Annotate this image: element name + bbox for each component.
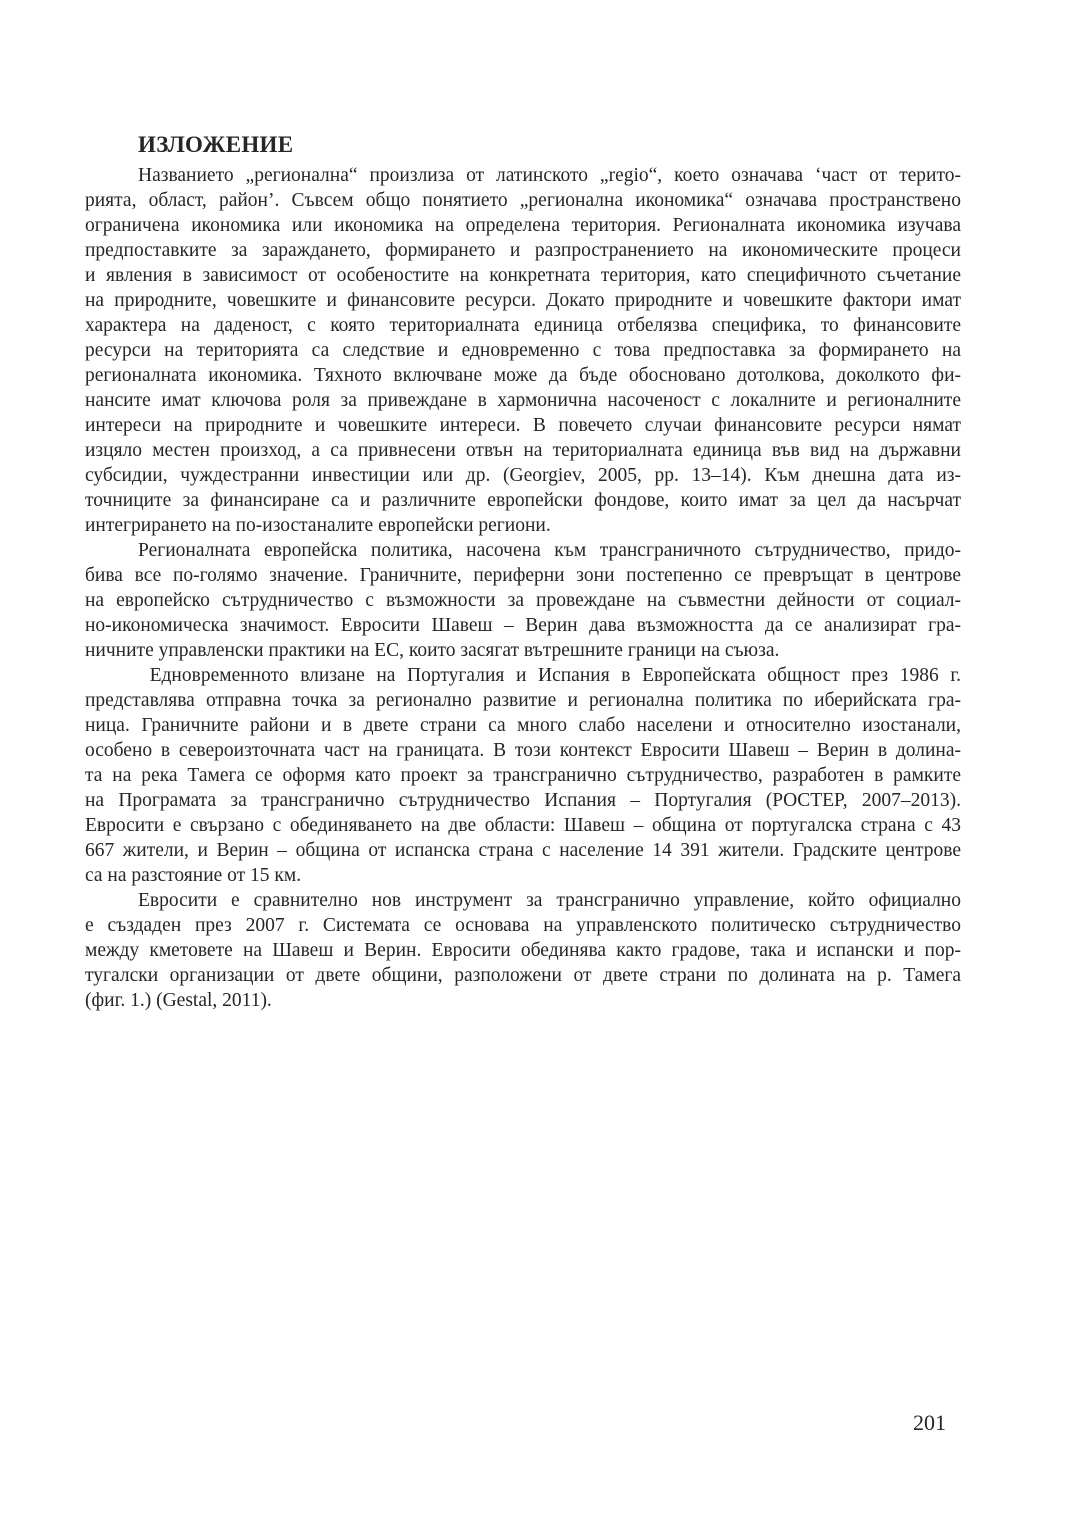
text-line: са на разстояние от 15 км. bbox=[85, 865, 302, 886]
text-line: представлява отправна точка за регионално развитие и регионална политика по иберийската гра- bbox=[85, 690, 961, 711]
page-number: 201 bbox=[913, 1410, 946, 1435]
text-line: между кметовете на Шавеш и Верин. Евросити обединява както градове, така и испански и пор- bbox=[85, 940, 961, 961]
text-line: та на река Тамега се оформя като проект за трансгранично сътрудничество, разработен в рамките bbox=[85, 765, 961, 786]
text-line: нансите имат ключова роля за привеждане в хармонична насоченост с локалните и регионалните bbox=[85, 390, 961, 411]
text-block bbox=[85, 131, 961, 1013]
text-line: ничните управленски практики на ЕС, които засягат вътрешните граници на съюза. bbox=[85, 640, 780, 661]
text-line: особено в североизточната част на границата. В този контекст Евросити Шавеш – Верин в долина- bbox=[85, 740, 961, 761]
text-line: интегрирането на по-изостаналите европейски региони. bbox=[85, 515, 551, 536]
text-line: на европейско сътрудничество с възможности за провеждане на съвместни дейности от социал- bbox=[85, 590, 961, 611]
text-line: характера на даденост, с която териториалната единица отбелязва специфика, то финансовите bbox=[85, 315, 961, 336]
text-line: субсидии, чуждестранни инвестиции или др. (Georgiev, 2005, pp. 13–14). Към днешна дата из- bbox=[85, 465, 961, 486]
text-line: Регионалната европейска политика, насочена към трансграничното сътрудничество, придо- bbox=[138, 540, 961, 561]
text-line: ресурси на територията са следствие и едновременно с това предпоставка за формирането на bbox=[85, 340, 961, 361]
text-line: интереси на природните и човешките интереси. В повечето случаи финансовите ресурси нямат bbox=[85, 415, 961, 436]
text-line: на природните, човешките и финансовите ресурси. Докато природните и човешките фактори имат bbox=[85, 290, 961, 311]
text-line: рията, област, район’. Съвсем общо понятието „регионална икономика“ означава пространствено bbox=[85, 190, 961, 211]
section-heading: ИЗЛОЖЕНИЕ bbox=[138, 132, 294, 157]
text-line: Названието „регионална“ произлиза от латинското „regio“, което означава ‘част от терито- bbox=[138, 165, 961, 186]
paragraph bbox=[85, 888, 961, 1013]
text-line: регионалната икономика. Тяхното включване може да бъде обосновано дотолкова, доколкото фи- bbox=[85, 365, 961, 386]
text-line: и явления в зависимост от особеностите на конкретната територия, като специфичното съчетание bbox=[85, 265, 961, 286]
text-line: на Програмата за трансгранично сътрудничество Испания – Португалия (POCTEP, 2007–2013). bbox=[85, 790, 961, 811]
paragraphs-container bbox=[85, 163, 961, 1013]
text-line: тугалски организации от двете общини, разположени от двете страни по долината на р. Тамега bbox=[85, 965, 961, 986]
text-line: Евросити е сравнително нов инструмент за трансгранично управление, който официално bbox=[138, 890, 961, 911]
text-line: ограничена икономика или икономика на определена територия. Регионалната икономика изучава bbox=[85, 215, 961, 236]
text-line: 667 жители, и Верин – община от испанска страна с население 14 391 жители. Градските центрове bbox=[85, 840, 961, 861]
paragraph bbox=[85, 163, 961, 538]
paragraph bbox=[85, 538, 961, 663]
text-line: изцяло местен произход, а са привнесени отвън на териториалната единица във вид на държавни bbox=[85, 440, 961, 461]
paragraph bbox=[85, 663, 961, 888]
text-line: но-икономическа значимост. Евросити Шавеш – Верин дава възможността да се анализират гра- bbox=[85, 615, 961, 636]
text-line: ница. Граничните райони и в двете страни са много слабо населени и относително изостанали, bbox=[85, 715, 961, 736]
text-line: точниците за финансиране са и различните европейски фондове, които имат за цел да насърчат bbox=[85, 490, 961, 511]
text-line: бива все по-голямо значение. Граничните, периферни зони постепенно се превръщат в центрове bbox=[85, 565, 961, 586]
text-line: предпоставките за зараждането, формирането и разпространението на икономическите процеси bbox=[85, 240, 961, 261]
text-line: Евросити е свързано с обединяването на две области: Шавеш – община от португалска страна с 43 bbox=[85, 815, 961, 836]
text-line: (фиг. 1.) (Gestal, 2011). bbox=[85, 990, 272, 1011]
text-line: е създаден през 2007 г. Системата се основава на управленското политическо сътрудничество bbox=[85, 915, 961, 936]
text-line: Едновременното влизане на Португалия и Испания в Европейската общност през 1986 г. bbox=[138, 665, 961, 686]
